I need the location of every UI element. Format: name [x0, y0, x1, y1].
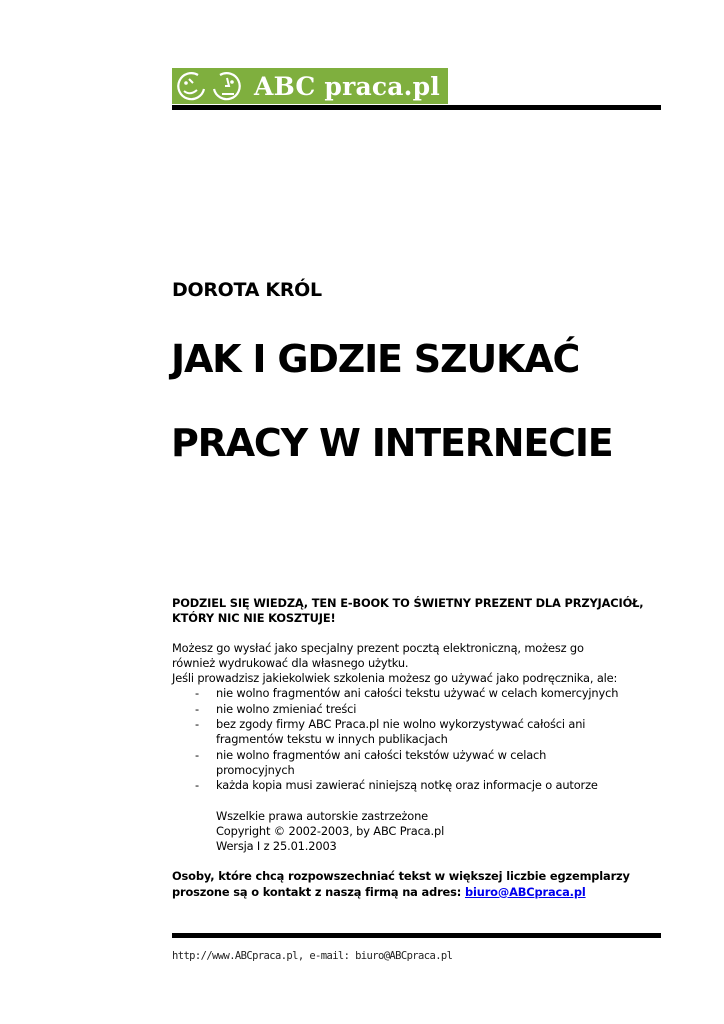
share-line-1: PODZIEL SIĘ WIEDZĄ, TEN E-BOOK TO ŚWIETNY PREZENT DLA PRZYJACIÓŁ, — [172, 596, 644, 610]
version-line: Wersja I z 25.01.2003 — [216, 839, 337, 854]
rights-reserved: Wszelkie prawa autorskie zastrzeżone — [216, 808, 428, 823]
list-item: - bez zgody firmy ABC Praca.pl nie wolno wykorzystywać całości ani fragmentów tekstu w innych publikacjach — [172, 717, 616, 748]
license-notice — [172, 596, 672, 900]
footer-rule — [172, 933, 661, 938]
share-line-2: KTÓRY NIC NIE KOSZTUJE! — [172, 611, 336, 626]
smiling-face-icon — [174, 69, 208, 103]
frowning-face-icon — [210, 69, 244, 103]
list-item: - nie wolno fragmentów ani całości tekstów używać w celach promocyjnych — [172, 748, 616, 779]
title-line-2: PRACY W INTERNECIE — [171, 421, 613, 465]
list-item: - nie wolno fragmentów ani całości tekstu używać w celach komercyjnych — [172, 686, 672, 701]
logo-text: ABC praca.pl — [254, 71, 440, 101]
logo — [172, 68, 448, 104]
header-rule — [172, 105, 661, 110]
title-line-1: JAK I GDZIE SZUKAĆ — [171, 337, 580, 381]
copyright-line: Copyright © 2002-2003, by ABC Praca.pl — [216, 823, 445, 838]
contact-prefix: proszone są o kontakt z naszą firmą na adres: — [172, 884, 465, 899]
usage-rules-list — [172, 686, 672, 793]
contact-line-1: Osoby, które chcą rozpowszechniać tekst w większej liczbie egzemplarzy — [172, 869, 630, 884]
usage-line-2: również wydrukować dla własnego użytku. — [172, 655, 409, 670]
usage-line-3: Jeśli prowadzisz jakiekolwiek szkolenia możesz go używać jako podręcznika, ale: — [172, 671, 618, 686]
list-item: - każda kopia musi zawierać niniejszą notkę oraz informacje o autorze — [172, 778, 672, 793]
contact-line-2 — [172, 885, 672, 900]
page-footer: http://www.ABCpraca.pl, e-mail: biuro@ABCpraca.pl — [172, 950, 453, 962]
contact-email-link[interactable]: biuro@ABCpraca.pl — [464, 884, 586, 899]
list-item: - nie wolno zmieniać treści — [172, 702, 672, 717]
author-name: DOROTA KRÓL — [172, 279, 322, 301]
usage-line-1: Możesz go wysłać jako specjalny prezent pocztą elektroniczną, możesz go — [172, 640, 584, 655]
